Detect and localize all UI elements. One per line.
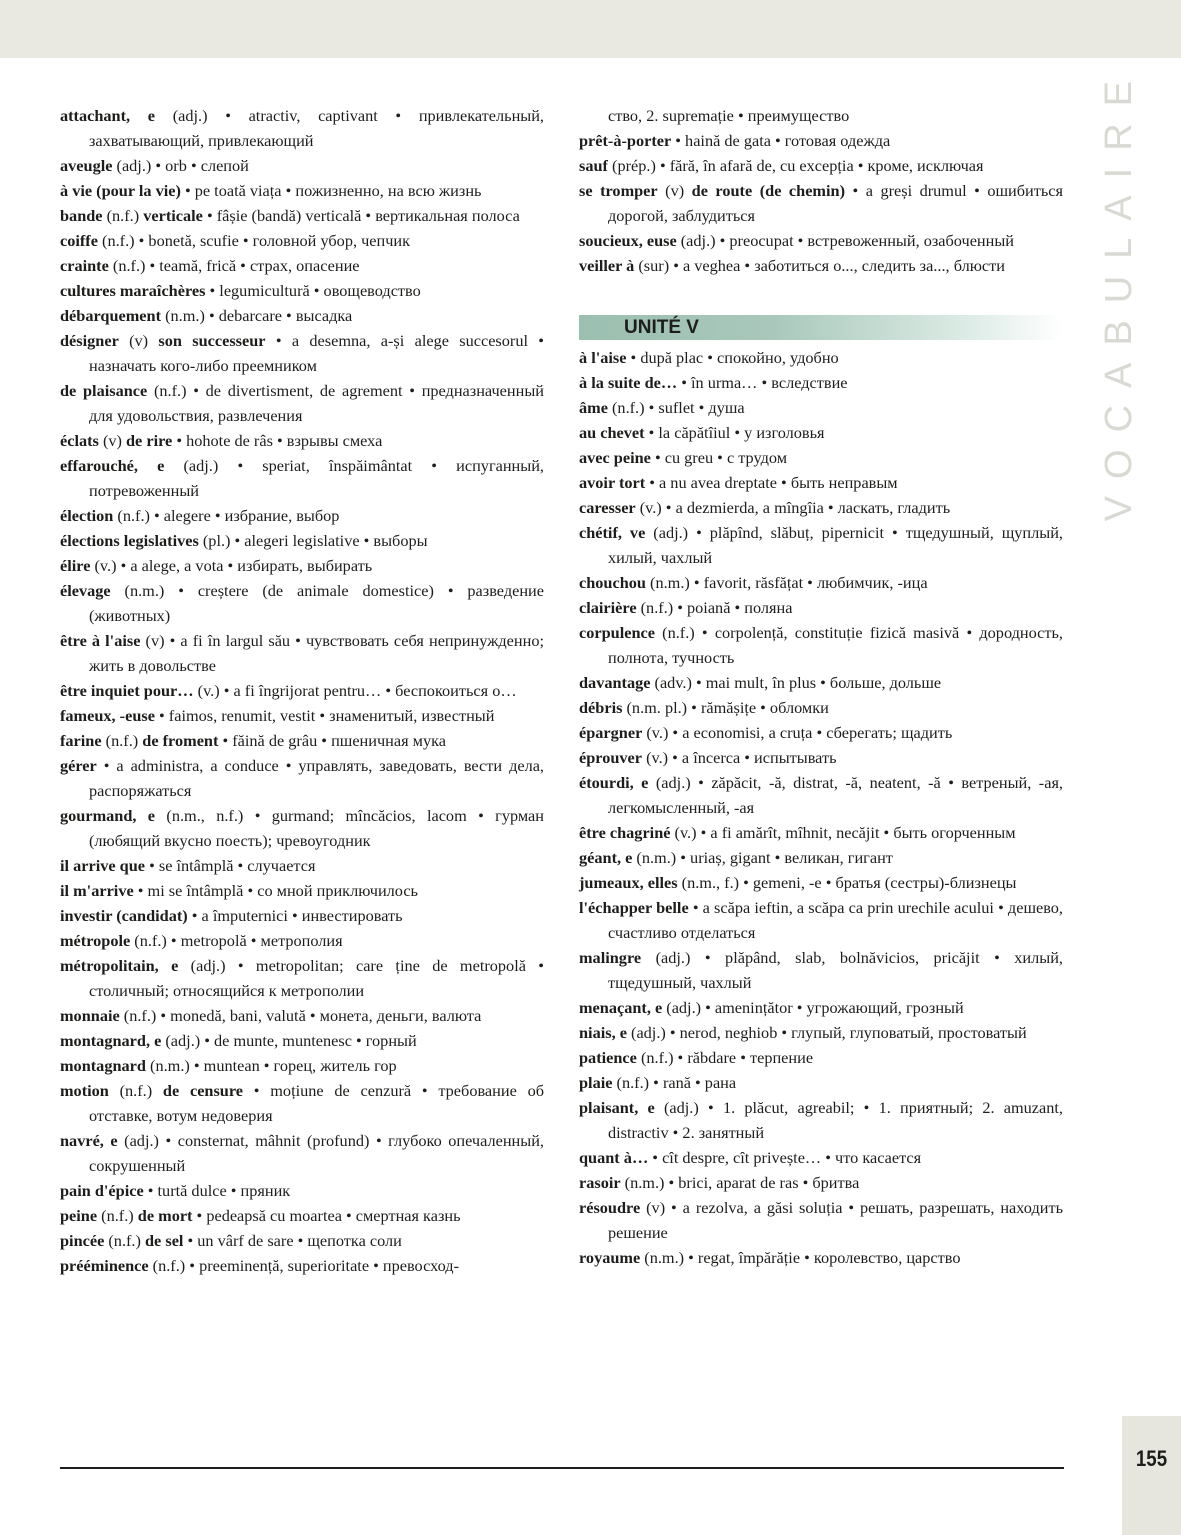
- entry-headword: veiller à: [579, 256, 635, 275]
- entry-translation: (v): [98, 431, 126, 450]
- vocab-entry: [579, 103, 1063, 128]
- entry-headword: sauf: [579, 156, 608, 175]
- vocab-entry: [579, 228, 1063, 253]
- entry-headword: l'échapper belle: [579, 898, 689, 917]
- entry-translation: (v.) • a economisi, a cruța • сберегать; щадить: [642, 723, 953, 742]
- vocab-entry: [579, 153, 1063, 178]
- vocab-entry: [60, 1028, 544, 1053]
- entry-translation: (n.m., f.) • gemeni, -e • братья (сестры)-близнецы: [677, 873, 1017, 892]
- vocab-entry: [60, 728, 544, 753]
- entry-headword: farine: [60, 731, 102, 750]
- entry-translation: (n.m.) • brici, aparat de ras • бритва: [620, 1173, 860, 1192]
- vocab-entry: [60, 753, 544, 803]
- entry-translation: • cît despre, cît privește… • что касается: [648, 1148, 922, 1167]
- entry-translation: • a scăpa ieftin, a scăpa ca prin urechile acului • дешево, счастливо отделаться: [608, 898, 1063, 942]
- entry-headword: coiffe: [60, 231, 98, 250]
- entry-headword: plaie: [579, 1073, 613, 1092]
- vocab-entry: [60, 303, 544, 328]
- entry-translation: (v.) • a dezmierda, a mîngîia • ласкать, гладить: [635, 498, 951, 517]
- entry-translation: (v.) • a fi îngrijorat pentru… • беспокоиться о…: [193, 681, 517, 700]
- entry-headword: à l'aise: [579, 348, 627, 367]
- entry-headword: chétif, ve: [579, 523, 646, 542]
- unit-heading: UNITÉ V: [624, 317, 699, 338]
- vocab-entry: [579, 1095, 1063, 1145]
- entry-headword: soucieux, euse: [579, 231, 677, 250]
- vocab-entry: [60, 1178, 544, 1203]
- entry-translation: • la căpătîiul • у изголовья: [644, 423, 825, 442]
- entry-translation: (v.) • a încerca • испытывать: [642, 748, 837, 767]
- vocab-entry: [579, 995, 1063, 1020]
- entry-headword: il arrive que: [60, 856, 146, 875]
- entry-headword: de plaisance: [60, 381, 148, 400]
- entry-headword: de mort: [137, 1206, 193, 1225]
- entry-translation: (v): [657, 181, 692, 200]
- entry-translation: (sur) • a veghea • заботиться о..., следить за..., блюсти: [634, 256, 1005, 275]
- entry-translation: (n.f.) • bonetă, scufie • головной убор, чепчик: [97, 231, 411, 250]
- entry-translation: (n.m., n.f.) • gurmand; mîncăcios, lacom • гурман (любящий вкусно поесть); чревоугодник: [89, 806, 544, 850]
- vocab-entry: [60, 803, 544, 853]
- vocab-entry: [60, 278, 544, 303]
- vocab-entry: [579, 1020, 1063, 1045]
- vocab-entry: [579, 1195, 1063, 1245]
- vocab-entry: [579, 445, 1063, 470]
- side-title-text: VOCABULAIRE: [1097, 64, 1140, 522]
- vocab-entry: [60, 1078, 544, 1128]
- entry-headword: se tromper: [579, 181, 658, 200]
- page-number: 155: [1135, 1446, 1168, 1471]
- entry-headword: élections legislatives: [60, 531, 199, 550]
- vocab-entry: [579, 695, 1063, 720]
- vocab-entry: [60, 1203, 544, 1228]
- vocab-entry: [579, 128, 1063, 153]
- footer-rule: [60, 1467, 1064, 1469]
- entry-headword: motion: [60, 1081, 109, 1100]
- entry-headword: être à l'aise: [60, 631, 141, 650]
- entry-headword: crainte: [60, 256, 109, 275]
- entry-translation: • fâșie (bandă) verticală • вертикальная полоса: [202, 206, 520, 225]
- entry-headword: métropole: [60, 931, 131, 950]
- entry-translation: ство, 2. supremație • преимущество: [608, 106, 850, 125]
- entry-translation: (n.m. pl.) • rămășițe • обломки: [622, 698, 829, 717]
- entry-translation: • un vârf de sare • щепотка соли: [183, 1231, 402, 1250]
- entry-headword: éprouver: [579, 748, 643, 767]
- vocab-entry: [579, 395, 1063, 420]
- entry-translation: (adj.) • de munte, muntenesc • горный: [161, 1031, 417, 1050]
- vocab-entry: [579, 895, 1063, 945]
- entry-headword: menaçant, e: [579, 998, 663, 1017]
- entry-headword: étourdi, e: [579, 773, 649, 792]
- entry-translation: (adj.) • orb • слепой: [112, 156, 249, 175]
- entry-headword: davantage: [579, 673, 651, 692]
- entry-headword: montagnard, e: [60, 1031, 162, 1050]
- entry-translation: • mi se întâmplă • со мной приключилось: [133, 881, 418, 900]
- entry-translation: • a împuternici • инвестировать: [187, 906, 403, 925]
- vocab-entry: [60, 578, 544, 628]
- entry-translation: • faimos, renumit, vestit • знаменитый, известный: [154, 706, 495, 725]
- vocab-entry: [60, 953, 544, 1003]
- entry-headword: à vie (pour la vie): [60, 181, 181, 200]
- vocab-entry: [60, 1053, 544, 1078]
- entry-translation: • pe toată viața • пожизненно, на всю жизнь: [180, 181, 482, 200]
- entry-headword: gérer: [60, 756, 97, 775]
- entry-headword: de froment: [142, 731, 219, 750]
- vocab-entry: [60, 428, 544, 453]
- entry-headword: avoir tort: [579, 473, 646, 492]
- entry-translation: (prép.) • fără, în afară de, cu excepția • кроме, исключая: [607, 156, 984, 175]
- entry-translation: (adj.) • atractiv, captivant • привлекательный, захватывающий, привлекающий: [89, 106, 545, 150]
- vocab-entry: [60, 1128, 544, 1178]
- entry-translation: • făină de grâu • пшеничная мука: [218, 731, 446, 750]
- vocab-entry: [60, 1253, 544, 1278]
- vocab-entry: [60, 203, 544, 228]
- vocab-entry: [579, 670, 1063, 695]
- vocab-entry: [60, 103, 544, 153]
- entry-translation: (n.f.) • suflet • душа: [607, 398, 745, 417]
- entry-translation: (pl.) • alegeri legislative • выборы: [198, 531, 428, 550]
- vocab-entry: [579, 1070, 1063, 1095]
- entry-translation: (n.m.) • muntean • горец, житель гор: [145, 1056, 397, 1075]
- entry-headword: attachant, e: [60, 106, 156, 125]
- entry-translation: • haină de gata • готовая одежда: [671, 131, 891, 150]
- entry-headword: plaisant, e: [579, 1098, 655, 1117]
- entry-translation: (adv.) • mai mult, în plus • больше, дольше: [650, 673, 942, 692]
- entry-translation: (n.f.) • de divertisment, de agrement • предназначенный для удовольствия, развлечения: [89, 381, 544, 425]
- entry-headword: gourmand, e: [60, 806, 156, 825]
- entry-translation: (adj.) • amenințător • угрожающий, грозный: [662, 998, 964, 1017]
- vocab-entry: [60, 703, 544, 728]
- vocab-entry: [60, 228, 544, 253]
- entry-translation: (n.f.) • corpolență, constituție fizică masivă • дородность, полнота, тучность: [608, 623, 1063, 667]
- entry-translation: (n.f.) • preeminență, superioritate • превосход-: [148, 1256, 459, 1275]
- vocab-entry: [60, 628, 544, 678]
- entry-headword: royaume: [579, 1248, 641, 1267]
- entry-headword: niais, e: [579, 1023, 627, 1042]
- entry-translation: • moțiune de cenzură • требование об отставке, вотум недоверия: [89, 1081, 544, 1125]
- entry-translation: (v.) • a alege, a vota • избирать, выбирать: [90, 556, 373, 575]
- vocab-entry: [579, 845, 1063, 870]
- entry-translation: • hohote de râs • взрывы смеха: [172, 431, 383, 450]
- right-column-bottom: [579, 345, 1063, 1270]
- vocab-entry: [579, 1245, 1063, 1270]
- entry-translation: (n.m.) • favorit, răsfățat • любимчик, -ица: [645, 573, 928, 592]
- entry-headword: élire: [60, 556, 91, 575]
- entry-translation: • legumicultură • овощеводство: [205, 281, 421, 300]
- entry-headword: quant à…: [579, 1148, 649, 1167]
- entry-translation: (n.m.) • debarcare • высадка: [161, 306, 353, 325]
- entry-headword: cultures maraîchères: [60, 281, 206, 300]
- entry-headword: jumeaux, elles: [579, 873, 678, 892]
- entry-headword: être chagriné: [579, 823, 671, 842]
- vocab-entry: [579, 770, 1063, 820]
- entry-headword: de route (de chemin): [691, 181, 845, 200]
- vocab-entry: [60, 453, 544, 503]
- entry-headword: être inquiet pour…: [60, 681, 194, 700]
- entry-headword: de censure: [162, 1081, 244, 1100]
- entry-headword: investir (candidat): [60, 906, 188, 925]
- entry-headword: son successeur: [158, 331, 266, 350]
- entry-translation: • în urma… • вследствие: [677, 373, 848, 392]
- entry-headword: élection: [60, 506, 114, 525]
- vocab-entry: [60, 528, 544, 553]
- entry-headword: caresser: [579, 498, 636, 517]
- vocab-entry: [579, 253, 1063, 278]
- side-title: [1090, 64, 1148, 522]
- entry-translation: • turtă dulce • пряник: [143, 1181, 291, 1200]
- entry-translation: (adj.) • preocupat • встревоженный, озабоченный: [676, 231, 1015, 250]
- entry-headword: pincée: [60, 1231, 105, 1250]
- vocab-entry: [579, 945, 1063, 995]
- entry-translation: (n.m.) • regat, împărăție • королевство, царство: [640, 1248, 961, 1267]
- entry-translation: • a desemna, a-și alege succesorul • назначать кого-либо преемником: [89, 331, 544, 375]
- left-column: [60, 103, 544, 1278]
- entry-headword: monnaie: [60, 1006, 120, 1025]
- vocab-entry: [60, 928, 544, 953]
- entry-translation: • pedeapsă cu moartea • смертная казнь: [192, 1206, 461, 1225]
- entry-translation: • a nu avea dreptate • быть неправым: [645, 473, 898, 492]
- vocab-entry: [60, 678, 544, 703]
- entry-translation: • a greși drumul • ошибиться дорогой, заблудиться: [608, 181, 1063, 225]
- entry-headword: patience: [579, 1048, 637, 1067]
- entry-headword: débarquement: [60, 306, 162, 325]
- vocab-entry: [60, 1228, 544, 1253]
- entry-translation: (n.f.): [104, 1231, 145, 1250]
- entry-headword: verticale: [143, 206, 203, 225]
- entry-headword: effarouché, e: [60, 456, 165, 475]
- vocab-entry: [579, 495, 1063, 520]
- entry-headword: à la suite de…: [579, 373, 678, 392]
- vocab-entry: [60, 1003, 544, 1028]
- vocab-entry: [60, 378, 544, 428]
- entry-translation: (n.f.) • alegere • избрание, выбор: [113, 506, 340, 525]
- entry-translation: (adj.) • plăpând, slab, bolnăvicios, pricăjit • хилый, тщедушный, чахлый: [608, 948, 1063, 992]
- vocab-entry: [579, 520, 1063, 570]
- entry-headword: âme: [579, 398, 608, 417]
- vocab-entry: [60, 178, 544, 203]
- entry-headword: de sel: [145, 1231, 184, 1250]
- entry-headword: prêt-à-porter: [579, 131, 672, 150]
- entry-translation: • a administra, a conduce • управлять, заведовать, вести дела, распоряжаться: [89, 756, 544, 800]
- vocab-entry: [60, 553, 544, 578]
- entry-translation: • se întâmplă • случается: [145, 856, 316, 875]
- vocab-entry: [579, 620, 1063, 670]
- vocab-entry: [60, 503, 544, 528]
- entry-headword: aveugle: [60, 156, 113, 175]
- entry-translation: (n.f.) • poiană • поляна: [636, 598, 793, 617]
- vocab-entry: [579, 1170, 1063, 1195]
- entry-headword: fameux, -euse: [60, 706, 155, 725]
- entry-translation: (n.m.) • uriaș, gigant • великан, гигант: [632, 848, 893, 867]
- entry-translation: • cu greu • с трудом: [650, 448, 788, 467]
- entry-headword: navré, e: [60, 1131, 118, 1150]
- entry-translation: (n.f.) • răbdare • терпение: [636, 1048, 814, 1067]
- entry-translation: (v) • a fi în largul său • чувствовать себя непринужденно; жить в довольстве: [89, 631, 544, 675]
- entry-translation: (adj.) • metropolitan; care ține de metropolă • столичный; относящийся к метрополии: [89, 956, 544, 1000]
- entry-translation: (adj.) • speriat, înspăimântat • испуганный, потревоженный: [89, 456, 544, 500]
- entry-headword: géant, e: [579, 848, 633, 867]
- entry-headword: métropolitain, e: [60, 956, 179, 975]
- entry-headword: clairière: [579, 598, 637, 617]
- vocab-entry: [579, 570, 1063, 595]
- entry-translation: (n.m.) • creștere (de animale domestice) • разведение (животных): [89, 581, 544, 625]
- entry-translation: (n.f.): [108, 1081, 163, 1100]
- entry-translation: (n.f.) • metropolă • метрополия: [130, 931, 343, 950]
- entry-headword: montagnard: [60, 1056, 146, 1075]
- vocab-entry: [60, 853, 544, 878]
- vocab-entry: [579, 345, 1063, 370]
- vocab-entry: [579, 420, 1063, 445]
- entry-headword: malingre: [579, 948, 642, 967]
- entry-headword: rasoir: [579, 1173, 621, 1192]
- entry-headword: résoudre: [579, 1198, 641, 1217]
- entry-translation: (n.f.): [102, 206, 144, 225]
- entry-translation: (n.f.) • teamă, frică • страх, опасение: [108, 256, 360, 275]
- entry-headword: au chevet: [579, 423, 645, 442]
- entry-translation: (n.f.) • monedă, bani, valută • монета, деньги, валюта: [119, 1006, 482, 1025]
- vocab-entry: [579, 720, 1063, 745]
- entry-translation: (adj.) • consternat, mâhnit (profund) • глубоко опечаленный, сокрушенный: [89, 1131, 544, 1175]
- vocab-entry: [60, 153, 544, 178]
- vocab-entry: [60, 903, 544, 928]
- entry-translation: (n.f.): [97, 1206, 138, 1225]
- vocab-entry: [60, 878, 544, 903]
- entry-translation: (v): [118, 331, 159, 350]
- entry-headword: il m'arrive: [60, 881, 134, 900]
- entry-headword: chouchou: [579, 573, 646, 592]
- entry-headword: corpulence: [579, 623, 655, 642]
- entry-headword: élevage: [60, 581, 111, 600]
- vocab-entry: [579, 370, 1063, 395]
- entry-headword: de rire: [126, 431, 173, 450]
- vocab-entry: [579, 745, 1063, 770]
- right-column-top: [579, 103, 1063, 278]
- entry-headword: avec peine: [579, 448, 651, 467]
- entry-headword: bande: [60, 206, 103, 225]
- unit-heading-band: [579, 315, 1063, 340]
- vocab-entry: [60, 253, 544, 278]
- entry-translation: • după plac • спокойно, удобно: [626, 348, 839, 367]
- entry-translation: (v.) • a fi amărît, mîhnit, necăjit • быть огорченным: [670, 823, 1016, 842]
- vocab-entry: [579, 178, 1063, 228]
- entry-headword: prééminence: [60, 1256, 149, 1275]
- vocab-entry: [579, 470, 1063, 495]
- top-band: [0, 0, 1181, 58]
- entry-translation: (adj.) • zăpăcit, -ă, distrat, -ă, neatent, -ă • ветреный, -ая, легкомысленный, -ая: [608, 773, 1064, 817]
- entry-translation: (n.f.) • rană • рана: [612, 1073, 737, 1092]
- entry-headword: peine: [60, 1206, 98, 1225]
- entry-headword: pain d'épice: [60, 1181, 144, 1200]
- vocab-entry: [579, 870, 1063, 895]
- page-number-box: [1122, 1416, 1181, 1535]
- right-column: [579, 103, 1063, 1270]
- entry-headword: éclats: [60, 431, 99, 450]
- entry-translation: (adj.) • 1. plăcut, agreabil; • 1. приятный; 2. amuzant, distractiv • 2. занятный: [608, 1098, 1063, 1142]
- entry-translation: (v) • a rezolva, a găsi soluția • решать, разрешать, находить решение: [608, 1198, 1063, 1242]
- vocab-entry: [579, 595, 1063, 620]
- entry-translation: (adj.) • plăpînd, slăbuț, pipernicit • тщедушный, щуплый, хилый, чахлый: [608, 523, 1063, 567]
- entry-translation: (adj.) • nerod, neghiob • глупый, глуповатый, простоватый: [626, 1023, 1027, 1042]
- vocab-entry: [579, 1045, 1063, 1070]
- entry-headword: désigner: [60, 331, 119, 350]
- entry-headword: épargner: [579, 723, 643, 742]
- vocab-entry: [579, 820, 1063, 845]
- vocab-entry: [60, 328, 544, 378]
- entry-headword: débris: [579, 698, 623, 717]
- entry-translation: (n.f.): [101, 731, 143, 750]
- vocab-entry: [579, 1145, 1063, 1170]
